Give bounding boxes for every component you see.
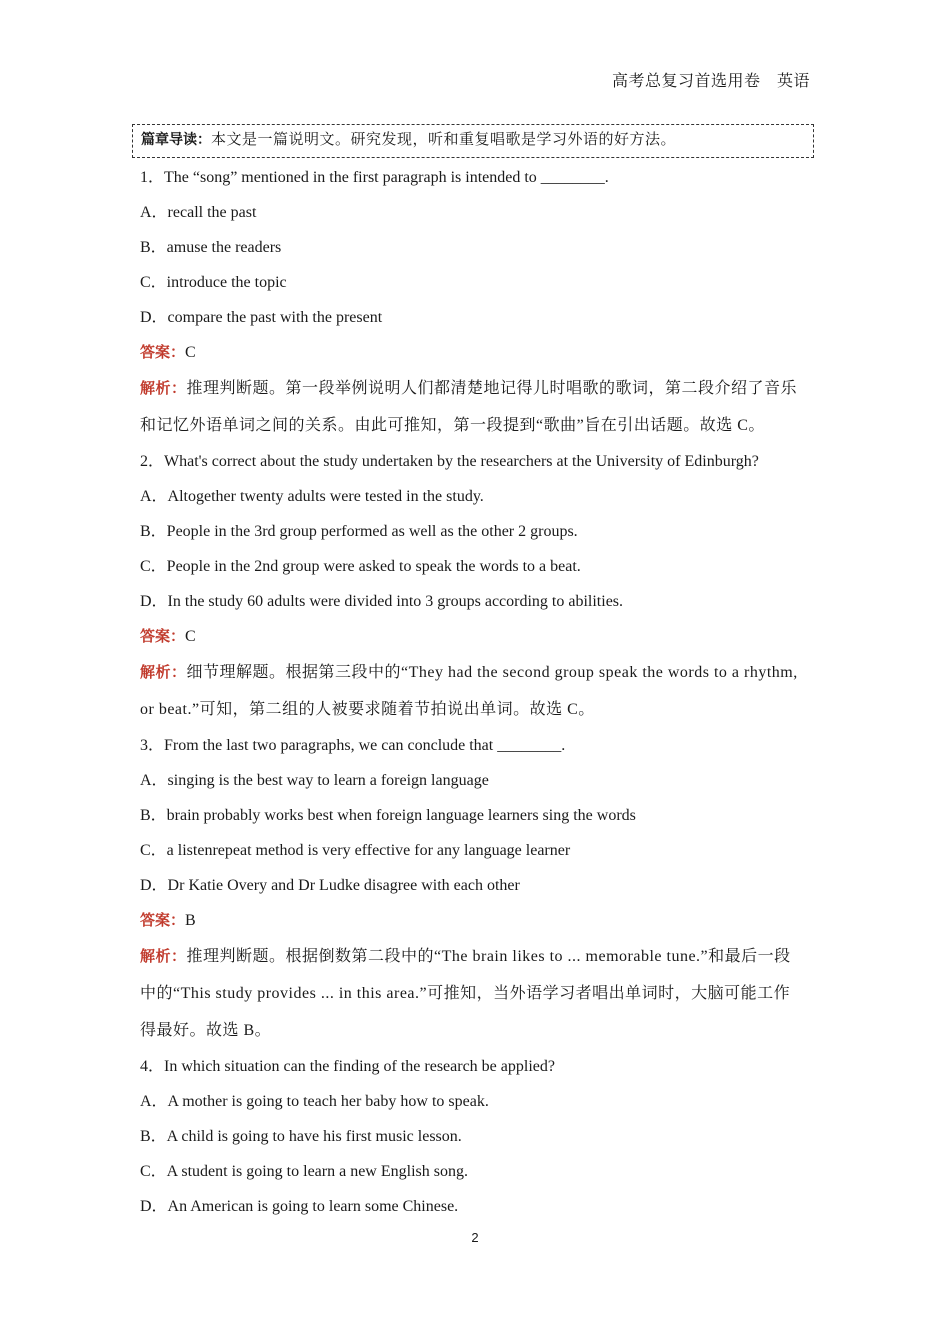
analysis-label: 解析：: [140, 663, 187, 681]
answer-value: C: [185, 344, 196, 361]
analysis-label: 解析：: [140, 947, 187, 965]
q2-analysis-line-2: or beat.”可知，第二组的人被要求随着节拍说出单词。故选 C。: [140, 701, 595, 718]
q1-option-b: B．amuse the readers: [140, 239, 282, 256]
q4-option-a: A．A mother is going to teach her baby how to speak.: [140, 1093, 489, 1110]
q3-analysis-line-3: 得最好。故选 B。: [140, 1022, 272, 1039]
q1-analysis-line-1: [140, 370, 812, 407]
q2-option-d: D．In the study 60 adults were divided into 3 groups according to abilities.: [140, 593, 624, 610]
answer-label: 答案：: [140, 343, 186, 361]
q2-option-b: B．People in the 3rd group performed as well as the other 2 groups.: [140, 523, 578, 540]
q3-option-d: D．Dr Katie Overy and Dr Ludke disagree with each other: [140, 877, 520, 894]
q4-option-b: B．A child is going to have his first music lesson.: [140, 1128, 462, 1145]
answer-value: C: [185, 628, 196, 645]
q2-option-a: A．Altogether twenty adults were tested in the study.: [140, 488, 484, 505]
q3-analysis-line-2: 中的“This study provides ... in this area.”可推知，当外语学习者唱出单词时，大脑可能工作: [140, 985, 791, 1002]
q3-option-b: B．brain probably works best when foreign language learners sing the words: [140, 807, 636, 824]
q3-option-c: C．a listenrepeat method is very effective for any language learner: [140, 842, 571, 859]
q2-stem: 2．What's correct about the study undertaken by the researchers at the University of Edinburgh?: [140, 453, 759, 470]
page-number: 2: [471, 1230, 479, 1245]
answer-value: B: [185, 912, 196, 929]
q1-option-c: C．introduce the topic: [140, 274, 287, 291]
analysis-text: 推理判断题。第一段举例说明人们都清楚地记得儿时唱歌的歌词，第二段介绍了音乐: [186, 380, 798, 397]
q1-stem: 1．The “song” mentioned in the first paragraph is intended to ________.: [140, 169, 609, 186]
q3-answer: [140, 903, 812, 938]
guide-text: 本文是一篇说明文。研究发现，听和重复唱歌是学习外语的好方法。: [211, 132, 677, 148]
q2-answer: [140, 619, 812, 654]
q1-option-a: A．recall the past: [140, 204, 257, 221]
q3-option-a: A．singing is the best way to learn a foreign language: [140, 772, 489, 789]
q4-option-c: C．A student is going to learn a new English song.: [140, 1163, 468, 1180]
analysis-text: 细节理解题。根据第三段中的“They had the second group speak the words to a rhythm,: [186, 664, 798, 681]
q2-analysis-line-1: [140, 654, 812, 691]
q1-option-d: D．compare the past with the present: [140, 309, 383, 326]
q1-analysis-line-2: 和记忆外语单词之间的关系。由此可推知，第一段提到“歌曲”旨在引出话题。故选 C。: [140, 417, 765, 434]
analysis-text: 推理判断题。根据倒数第二段中的“The brain likes to ... memorable tune.”和最后一段: [186, 948, 791, 965]
guide-label: 篇章导读：: [141, 132, 211, 148]
q4-option-d: D．An American is going to learn some Chinese.: [140, 1198, 459, 1215]
q4-stem: 4．In which situation can the finding of the research be applied?: [140, 1058, 555, 1075]
chapter-guide-box: [132, 124, 814, 158]
answer-label: 答案：: [140, 627, 186, 645]
analysis-label: 解析：: [140, 379, 187, 397]
answer-label: 答案：: [140, 911, 186, 929]
question-content: [140, 160, 812, 1224]
q2-option-c: C．People in the 2nd group were asked to speak the words to a beat.: [140, 558, 581, 575]
q1-answer: [140, 335, 812, 370]
q3-stem: 3．From the last two paragraphs, we can conclude that ________.: [140, 737, 566, 754]
q3-analysis-line-1: [140, 938, 812, 975]
page-header: 高考总复习首选用卷 英语: [611, 73, 810, 90]
